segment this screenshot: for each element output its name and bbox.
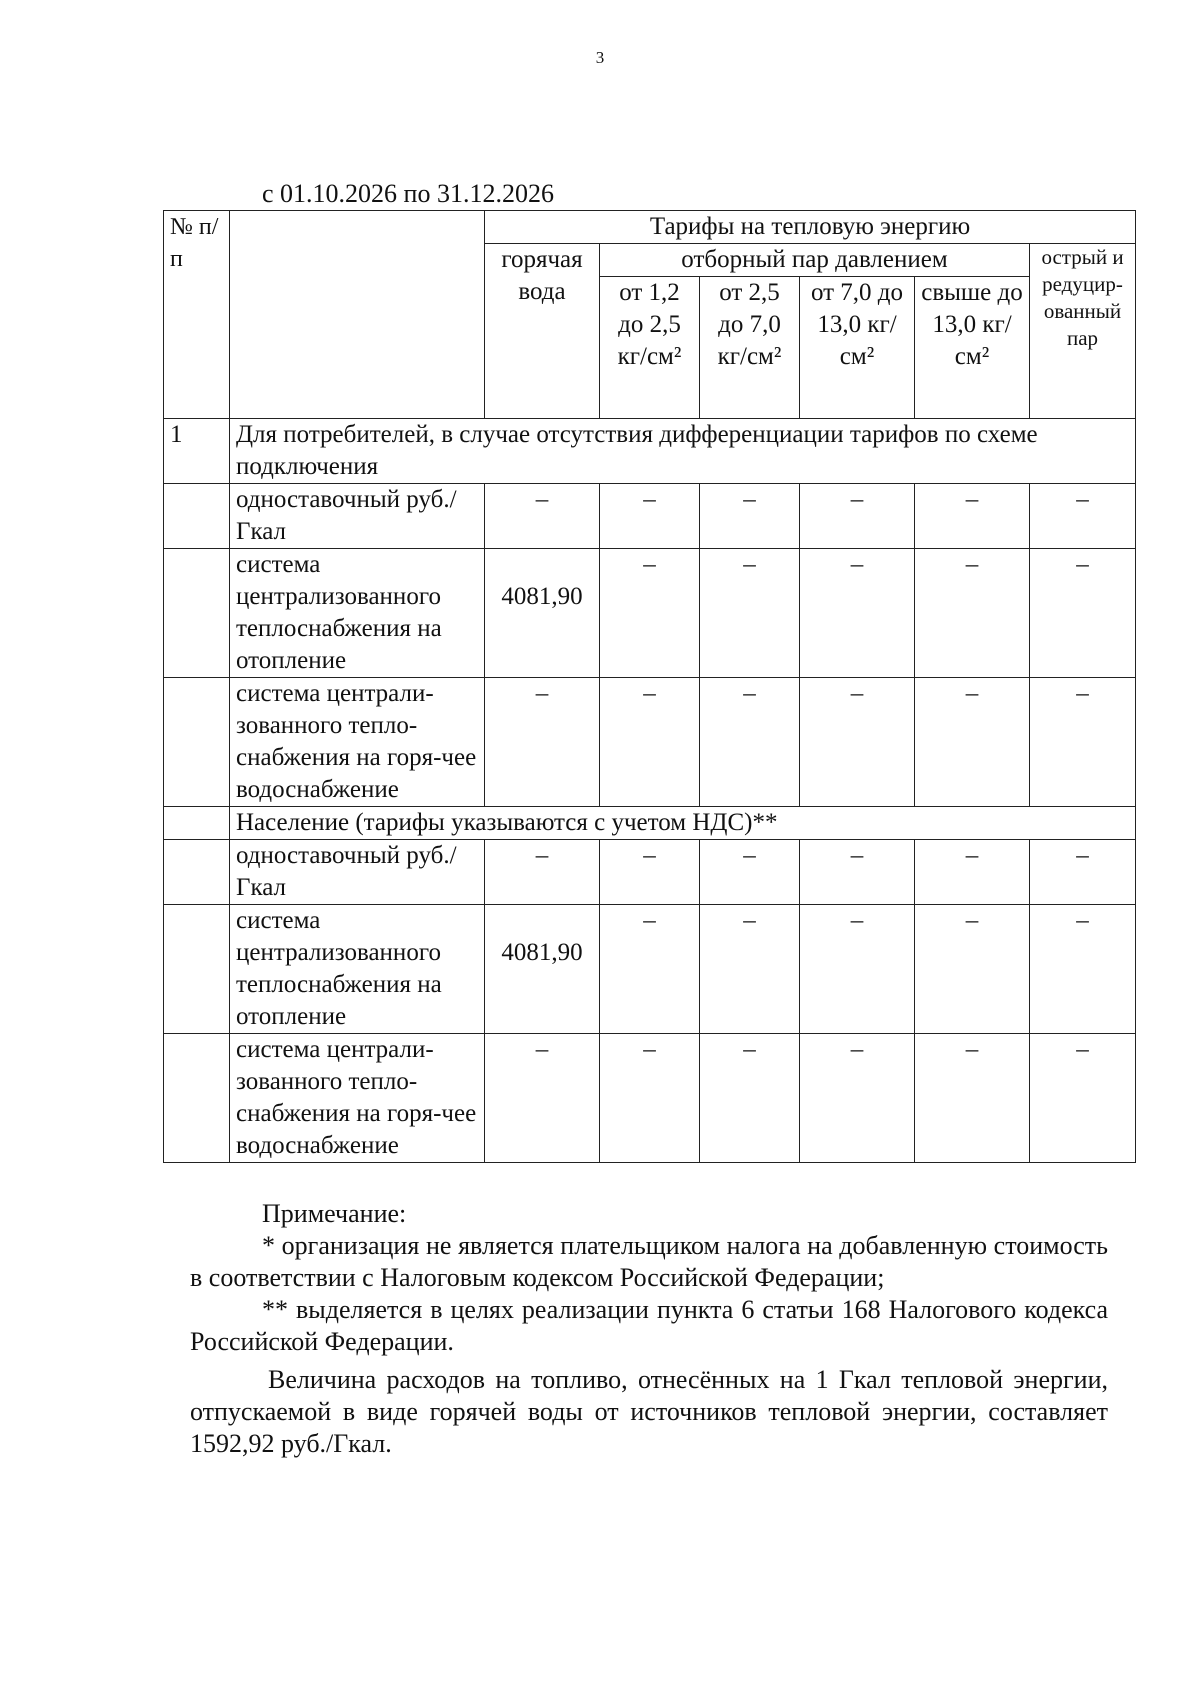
- cell-p4: –: [915, 840, 1030, 905]
- table-row: [164, 840, 1136, 905]
- cell-p2: –: [700, 905, 800, 1034]
- cell-sharp: –: [1030, 840, 1136, 905]
- cell-p4: –: [915, 549, 1030, 678]
- header-sharp-steam: острый и редуцир-ованный пар: [1030, 244, 1136, 419]
- section-1-num: 1: [164, 419, 230, 484]
- row-label: система централизованного теплоснабжения на отопление: [230, 549, 485, 678]
- table-row: [164, 905, 1136, 1034]
- row-label: одноставочный руб./Гкал: [230, 484, 485, 549]
- cell-p2: –: [700, 549, 800, 678]
- row-label: система централизованного теплоснабжения на отопление: [230, 905, 485, 1034]
- cell-hot-water: 4081,90: [485, 905, 600, 1034]
- table-row: [164, 1034, 1136, 1163]
- cell-p4: –: [915, 484, 1030, 549]
- period-label: с 01.10.2026 по 31.12.2026: [262, 179, 554, 208]
- header-blank: [230, 211, 485, 419]
- section-1-title: Для потребителей, в случае отсутствия дифференциации тарифов по схеме подключения: [230, 419, 1136, 484]
- cell-p3: –: [800, 905, 915, 1034]
- cell-hot-water: –: [485, 678, 600, 807]
- header-num: № п/п: [164, 211, 230, 419]
- cell-hot-water: –: [485, 484, 600, 549]
- cell-p1: –: [600, 905, 700, 1034]
- section-1-title-row: [164, 419, 1136, 484]
- section-2-title-row: [164, 807, 1136, 840]
- note-1: * организация не является плательщиком налога на добавленную стоимость в соответствии с Налоговым кодексом Российской Федерации;: [190, 1231, 1108, 1292]
- header-pressure-3: от 7,0 до 13,0 кг/см²: [800, 277, 915, 419]
- cell-hot-water: –: [485, 840, 600, 905]
- cell-p3: –: [800, 484, 915, 549]
- cell-p1: –: [600, 549, 700, 678]
- table-row: [164, 678, 1136, 807]
- cell-p1: –: [600, 484, 700, 549]
- cell-sharp: –: [1030, 1034, 1136, 1163]
- header-hot-water: горячая вода: [485, 244, 600, 419]
- cell-sharp: –: [1030, 484, 1136, 549]
- header-row-1: [164, 211, 1136, 244]
- cell-p1: –: [600, 840, 700, 905]
- cell-hot-water: –: [485, 1034, 600, 1163]
- section-2-title: Население (тарифы указываются с учетом НДС)**: [230, 807, 1136, 840]
- page-number: 3: [595, 48, 605, 67]
- table-row: [164, 484, 1136, 549]
- cell-p2: –: [700, 678, 800, 807]
- row-label: одноставочный руб./Гкал: [230, 840, 485, 905]
- cell-sharp: –: [1030, 905, 1136, 1034]
- notes-block: [190, 1198, 1108, 1460]
- row-label: система централи-зованного тепло-снабжения на горя-чее водоснабжение: [230, 678, 485, 807]
- cell-p3: –: [800, 678, 915, 807]
- header-pressure-2: от 2,5 до 7,0 кг/см²: [700, 277, 800, 419]
- cell-p4: –: [915, 678, 1030, 807]
- cell-p2: –: [700, 1034, 800, 1163]
- row-label: система централи-зованного тепло-снабжения на горя-чее водоснабжение: [230, 1034, 485, 1163]
- cell-p2: –: [700, 840, 800, 905]
- note-2: ** выделяется в целях реализации пункта 6 статьи 168 Налогового кодекса Российской Федерации.: [190, 1295, 1108, 1356]
- cell-sharp: –: [1030, 678, 1136, 807]
- cell-p3: –: [800, 549, 915, 678]
- header-tariffs: Тарифы на тепловую энергию: [485, 211, 1136, 244]
- cell-p1: –: [600, 1034, 700, 1163]
- cell-p2: –: [700, 484, 800, 549]
- cell-p3: –: [800, 840, 915, 905]
- header-pressure-4: свыше до 13,0 кг/см²: [915, 277, 1030, 419]
- header-steam: отборный пар давлением: [600, 244, 1030, 277]
- cell-p3: –: [800, 1034, 915, 1163]
- header-pressure-1: от 1,2 до 2,5 кг/см²: [600, 277, 700, 419]
- cell-hot-water: 4081,90: [485, 549, 600, 678]
- cell-p4: –: [915, 905, 1030, 1034]
- notes-title: Примечание:: [262, 1199, 407, 1228]
- cell-p4: –: [915, 1034, 1030, 1163]
- table-row: [164, 549, 1136, 678]
- cell-sharp: –: [1030, 549, 1136, 678]
- tariffs-table: [163, 210, 1136, 1163]
- fuel-cost-paragraph: Величина расходов на топливо, отнесённых на 1 Гкал тепловой энергии, отпускаемой в виде горячей воды от источников тепловой энергии, составляет 1592,92 руб./Гкал.: [190, 1365, 1108, 1458]
- cell-p1: –: [600, 678, 700, 807]
